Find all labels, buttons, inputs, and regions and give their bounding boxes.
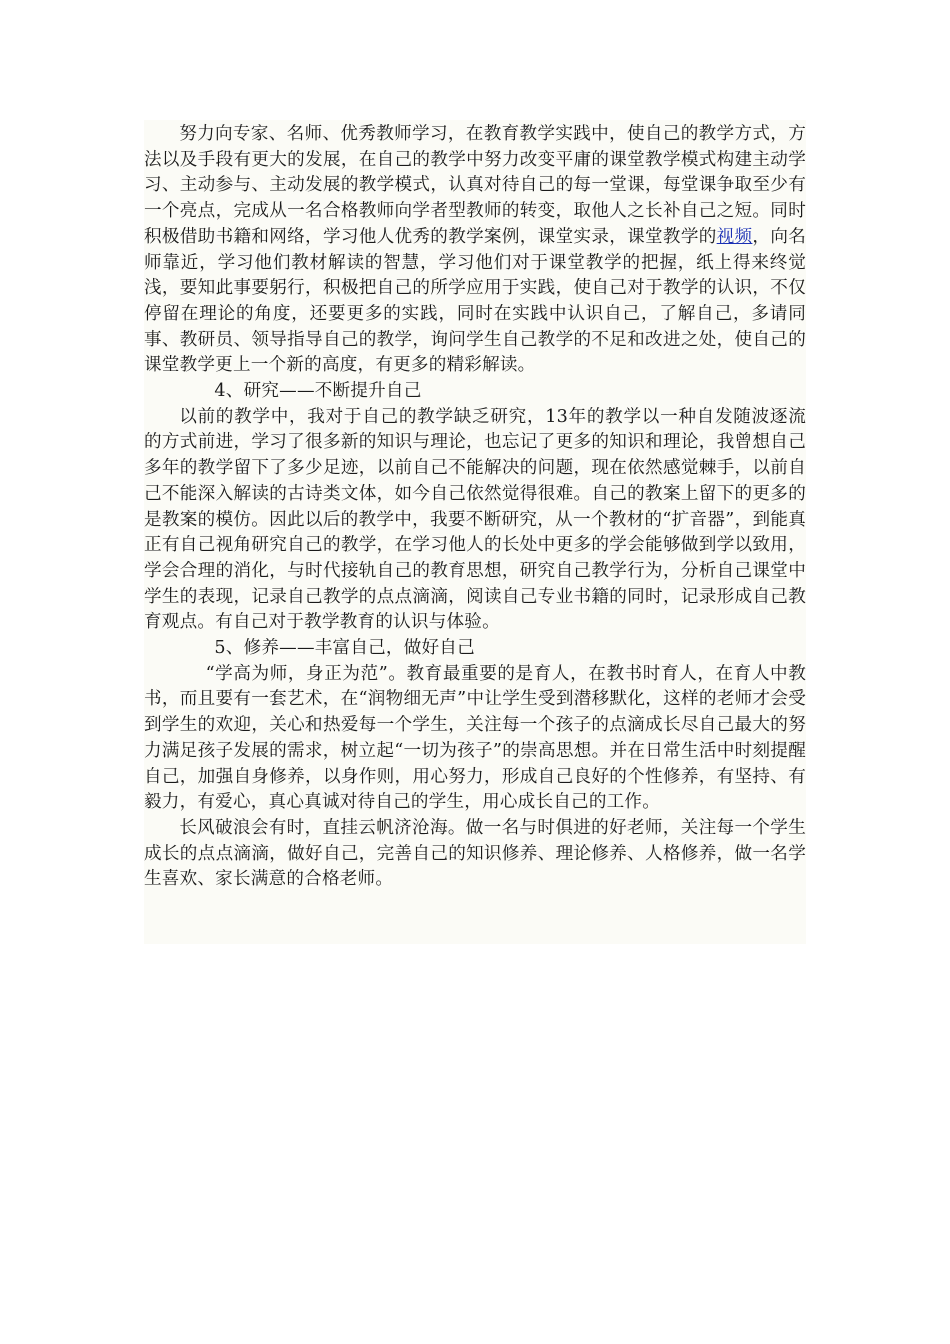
paragraph-learning-text-end: ，向名师靠近，学习他们教材解读的智慧，学习他们对于课堂教学的把握，纸上得来终觉浅，要知此事要躬行，积极把自己的所学应用于实践，使自己对于教学的认识，不仅停留在理论的角度，还要更多的实践，同时在实践中认识自己，了解自己，多请同事、教研员、领导指导自己的教学，询问学生自己教学的不足和改进之处，使自己的课堂教学更上一个新的高度，有更多的精彩解读。 [144, 226, 807, 376]
paragraph-learning [144, 122, 806, 379]
section-heading-research: 4、研究——不断提升自己 [214, 381, 422, 402]
paragraph-research: 以前的教学中，我对于自己的教学缺乏研究，13年的教学以一种自发随波逐流的方式前进，学习了很多新的知识与理论，也忘记了更多的知识和理论，我曾想自己多年的教学留下了多少足迹，以前自己不能解决的问题，现在依然感觉棘手，以前自己不能深入解读的古诗类文体，如今自己依然觉得很难。自己的教案上留下的更多的是教案的模仿。因此以后的教学中，我要不断研究，从一个教材的“扩音器”，到能真正有自己视角研究自己的教学，在学习他人的长处中更多的学会能够做到学以致用，学会合理的消化，与时代接轨自己的教育思想，研究自己教学行为，分析自己课堂中学生的表现，记录自己教学的点点滴滴，阅读自己专业书籍的同时，记录形成自己教育观点。有自己对于教学教育的认识与体验。 [144, 406, 806, 633]
document-text-block [144, 120, 806, 944]
video-link[interactable]: 视频 [716, 226, 753, 247]
paragraph-learning-text-start: 努力向专家、名师、优秀教师学习，在教育教学实践中，使自己的教学方式，方法以及手段有更大的发展，在自己的教学中努力改变平庸的课堂教学模式构建主动学习、主动参与、主动发展的教学模式，认真对待自己的每一堂课，每堂课争取至少有一个亮点，完成从一名合格教师向学者型教师的转变，取他人之长补自己之短。同时积极借助书籍和网络，学习他人优秀的教学案例，课堂实录，课堂教学的 [144, 124, 806, 247]
paragraph-cultivation: “学高为师，身正为范”。教育最重要的是育人，在教书时育人，在育人中教书，而且要有一套艺术，在“润物细无声”中让学生受到潜移默化，这样的老师才会受到学生的欢迎，关心和热爱每一个学生，关注每一个孩子的点滴成长尽自己最大的努力满足孩子发展的需求，树立起“一切为孩子”的崇高思想。并在日常生活中时刻提醒自己，加强自身修养，以身作则，用心努力，形成自己良好的个性修养，有坚持、有毅力，有爱心，真心真诚对待自己的学生，用心成长自己的工作。 [144, 663, 806, 813]
paragraph-conclusion: 长风破浪会有时，直挂云帆济沧海。做一名与时俱进的好老师，关注每一个学生成长的点点滴滴，做好自己，完善自己的知识修养、理论修养、人格修养，做一名学生喜欢、家长满意的合格老师。 [144, 817, 806, 890]
section-heading-cultivation: 5、修养——丰富自己，做好自己 [214, 638, 475, 659]
